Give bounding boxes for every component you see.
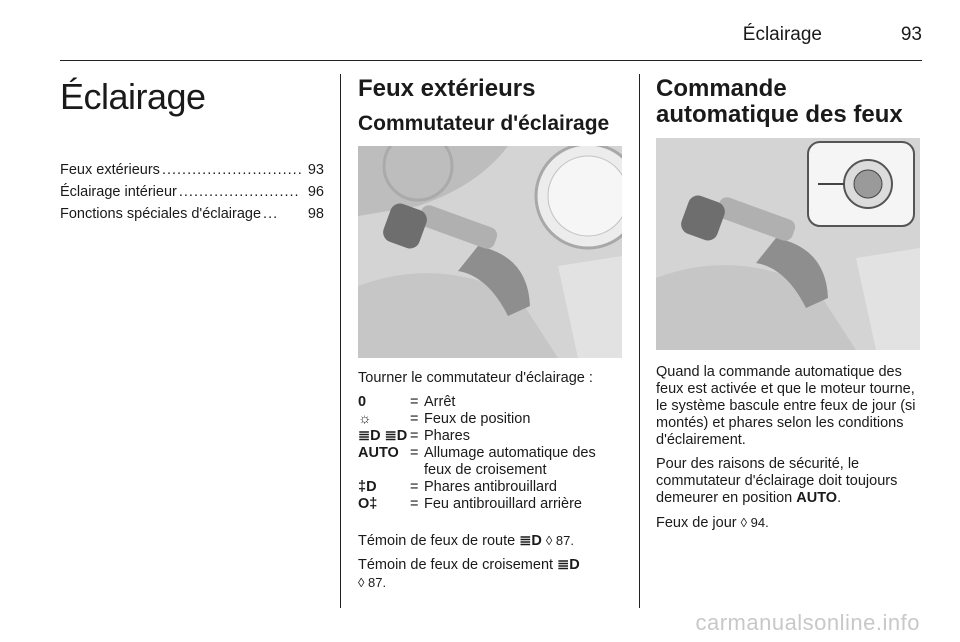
toc-page: 98 [307, 206, 324, 222]
position-light-icon: ☼ [358, 411, 372, 427]
equals-sign: = [410, 496, 419, 512]
toc-page: 96 [307, 184, 324, 200]
page-number: 93 [900, 24, 922, 45]
auto-symbol: AUTO [358, 445, 399, 461]
legend-row [358, 496, 622, 513]
chapter-title: Éclairage [60, 76, 206, 117]
toc-leader: ............................ [161, 162, 303, 178]
equals-sign: = [410, 411, 419, 427]
header-rule [60, 60, 922, 61]
section-title: Commande automatique des feux [656, 75, 903, 128]
toc-label: Fonctions spéciales d'éclairage [60, 206, 262, 222]
legend-row [358, 479, 622, 496]
toc-label: Feux extérieurs [60, 162, 160, 178]
legend-text: Allumage automatique des feux de croisement [424, 445, 596, 478]
equals-sign: = [410, 428, 419, 444]
low-beam-icon: ≣D [557, 557, 580, 573]
toc-item[interactable] [60, 206, 324, 228]
equals-sign: = [410, 479, 419, 495]
note-low-beam [358, 557, 622, 592]
intro-text: Tourner le commutateur d'éclairage : [358, 370, 593, 386]
page-reference-link[interactable]: ◊ 94. [740, 515, 769, 530]
high-beam-icon: ≣D [519, 533, 542, 549]
reference-text: Feux de jour [656, 515, 737, 531]
period: . [837, 490, 842, 506]
right-column [656, 70, 920, 532]
headlight-icon: ≣D ≣D [358, 428, 408, 444]
legend-text: Phares antibrouillard [424, 479, 557, 495]
watermark: carmanualsonline.info [695, 610, 920, 635]
legend-row [358, 411, 622, 428]
legend-text: Feux de position [424, 411, 531, 427]
toc-leader: ........................ [178, 184, 300, 200]
rear-fog-light-icon: O‡ [358, 496, 378, 512]
legend-row [358, 394, 622, 411]
note-high-beam [358, 532, 622, 550]
legend-text: Phares [424, 428, 470, 444]
safety-text: Pour des raisons de sécurité, le commutateur d'éclairage doit toujours demeurer en position [656, 456, 898, 506]
subsection-title: Commutateur d'éclairage [358, 112, 610, 135]
auto-label: AUTO [796, 490, 838, 506]
note-text: Témoin de feux de route [358, 533, 516, 549]
toc-leader: ... [263, 206, 279, 222]
note-text: Témoin de feux de croisement [358, 557, 554, 573]
running-title: Éclairage [742, 24, 822, 45]
left-column [60, 70, 324, 228]
front-fog-light-icon: ‡D [358, 479, 377, 495]
section-title: Feux extérieurs [358, 75, 536, 102]
toc-page: 93 [307, 162, 324, 178]
toc-item[interactable] [60, 162, 324, 184]
toc-label: Éclairage intérieur [60, 184, 177, 200]
page-header [60, 0, 922, 60]
off-symbol: 0 [358, 394, 367, 410]
safety-note [656, 456, 920, 507]
table-of-contents [60, 162, 324, 228]
switch-positions-legend [358, 394, 622, 513]
equals-sign: = [410, 394, 419, 410]
equals-sign: = [410, 445, 419, 461]
page-reference-link[interactable]: ◊ 87. [545, 533, 574, 548]
light-switch-illustration [358, 146, 622, 358]
page-reference-link[interactable]: ◊ 87. [358, 575, 387, 590]
legend-text: Feu antibrouillard arrière [424, 496, 582, 512]
legend-row [358, 428, 622, 445]
column-divider [639, 74, 640, 608]
legend-row [358, 445, 622, 479]
toc-item[interactable] [60, 184, 324, 206]
daytime-lights-reference [656, 514, 920, 532]
auto-light-illustration [656, 138, 920, 350]
auto-light-description: Quand la commande automatique des feux est activée et que le moteur tourne, le système bascule entre feux de jour (si montés) et phares selon les conditions d'éclairement. [656, 364, 916, 448]
legend-text: Arrêt [424, 394, 456, 410]
middle-column [358, 70, 622, 592]
column-divider [340, 74, 341, 608]
